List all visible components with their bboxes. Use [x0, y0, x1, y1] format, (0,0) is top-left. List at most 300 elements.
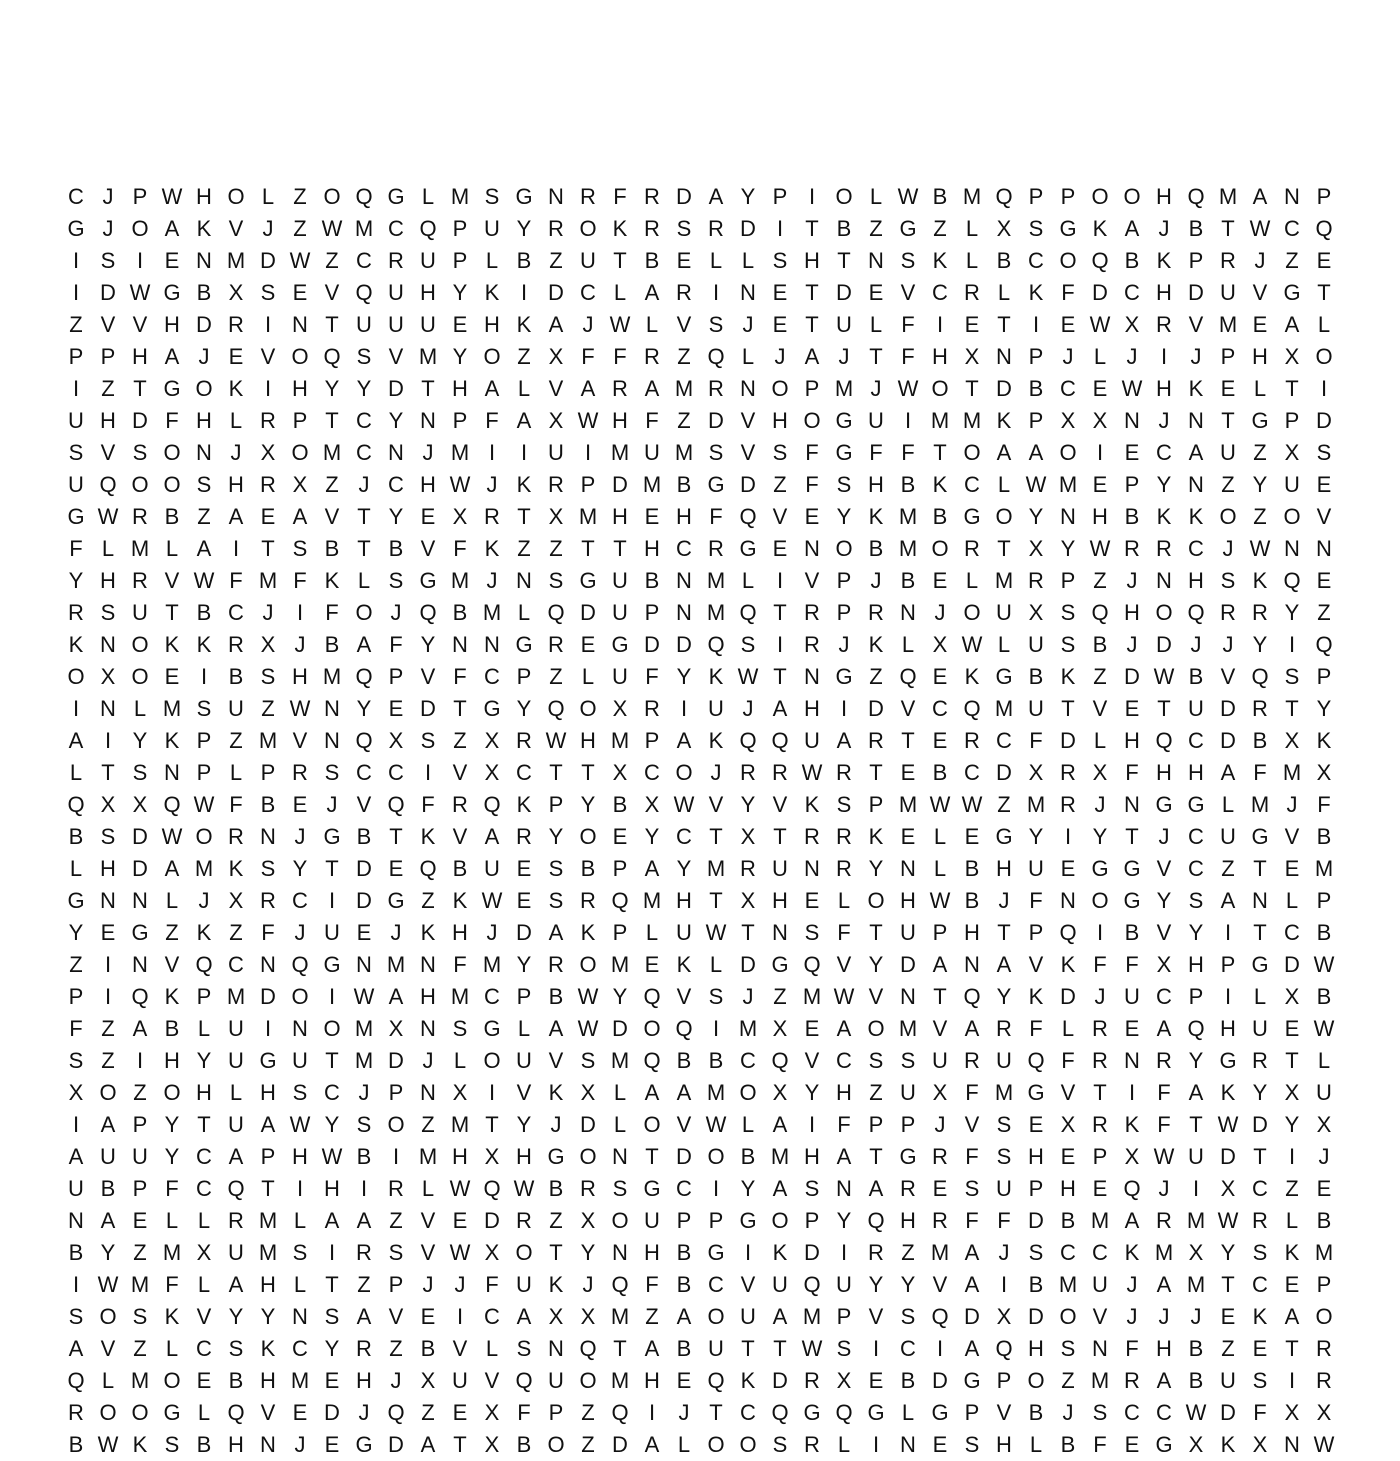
grid-letter[interactable]: A: [228, 504, 244, 529]
grid-letter[interactable]: Z: [869, 664, 883, 689]
grid-letter[interactable]: P: [900, 1112, 916, 1137]
grid-letter[interactable]: K: [260, 1336, 276, 1361]
grid-letter[interactable]: U: [996, 1048, 1012, 1073]
grid-letter[interactable]: W: [161, 824, 183, 849]
grid-letter[interactable]: U: [1188, 1144, 1204, 1169]
grid-letter[interactable]: A: [580, 376, 596, 401]
grid-letter[interactable]: H: [900, 1208, 916, 1233]
grid-letter[interactable]: M: [1250, 792, 1270, 817]
grid-letter[interactable]: J: [582, 1272, 594, 1297]
grid-letter[interactable]: R: [836, 760, 852, 785]
grid-letter[interactable]: F: [165, 1176, 179, 1201]
grid-letter[interactable]: I: [776, 568, 784, 593]
grid-letter[interactable]: Q: [707, 344, 725, 369]
grid-letter[interactable]: Q: [803, 1272, 821, 1297]
grid-letter[interactable]: H: [772, 888, 788, 913]
grid-letter[interactable]: C: [228, 600, 244, 625]
grid-letter[interactable]: J: [1286, 792, 1298, 817]
grid-letter[interactable]: Q: [355, 184, 373, 209]
grid-letter[interactable]: K: [516, 312, 532, 337]
grid-letter[interactable]: J: [294, 920, 306, 945]
grid-letter[interactable]: Y: [356, 376, 372, 401]
grid-letter[interactable]: D: [644, 632, 660, 657]
grid-letter[interactable]: A: [260, 1112, 276, 1137]
grid-letter[interactable]: A: [644, 376, 660, 401]
grid-letter[interactable]: M: [450, 440, 470, 465]
grid-letter[interactable]: K: [484, 536, 500, 561]
grid-letter[interactable]: I: [1288, 1368, 1296, 1393]
grid-letter[interactable]: R: [612, 376, 628, 401]
grid-letter[interactable]: B: [644, 568, 660, 593]
grid-letter[interactable]: Z: [325, 472, 339, 497]
grid-letter[interactable]: I: [328, 1240, 336, 1265]
grid-letter[interactable]: P: [964, 1400, 980, 1425]
grid-letter[interactable]: E: [932, 1176, 948, 1201]
grid-letter[interactable]: I: [712, 280, 720, 305]
grid-letter[interactable]: G: [355, 1432, 373, 1457]
grid-letter[interactable]: F: [1317, 792, 1331, 817]
grid-letter[interactable]: O: [291, 344, 309, 369]
grid-letter[interactable]: J: [1254, 248, 1266, 273]
grid-letter[interactable]: L: [1253, 984, 1267, 1009]
grid-letter[interactable]: Y: [324, 376, 340, 401]
grid-letter[interactable]: A: [548, 920, 564, 945]
grid-letter[interactable]: R: [132, 568, 148, 593]
grid-letter[interactable]: O: [1059, 1304, 1077, 1329]
grid-letter[interactable]: R: [772, 760, 788, 785]
grid-letter[interactable]: A: [164, 856, 180, 881]
grid-letter[interactable]: Z: [1285, 248, 1299, 273]
grid-letter[interactable]: N: [260, 952, 276, 977]
grid-letter[interactable]: B: [1316, 984, 1332, 1009]
grid-letter[interactable]: V: [324, 504, 340, 529]
grid-letter[interactable]: T: [1221, 1272, 1235, 1297]
grid-letter[interactable]: L: [197, 1016, 211, 1041]
grid-letter[interactable]: H: [804, 1144, 820, 1169]
grid-letter[interactable]: M: [706, 856, 726, 881]
grid-letter[interactable]: F: [645, 664, 659, 689]
grid-letter[interactable]: O: [131, 216, 149, 241]
grid-letter[interactable]: N: [1284, 1432, 1300, 1457]
grid-letter[interactable]: R: [1060, 760, 1076, 785]
grid-letter[interactable]: W: [449, 1240, 471, 1265]
grid-letter[interactable]: U: [1284, 472, 1300, 497]
grid-letter[interactable]: P: [292, 408, 308, 433]
grid-letter[interactable]: V: [164, 952, 180, 977]
grid-letter[interactable]: I: [104, 984, 112, 1009]
grid-letter[interactable]: G: [1251, 952, 1269, 977]
grid-letter[interactable]: R: [548, 632, 564, 657]
grid-letter[interactable]: Y: [676, 856, 692, 881]
grid-letter[interactable]: W: [705, 1112, 727, 1137]
grid-letter[interactable]: H: [644, 1240, 660, 1265]
grid-letter[interactable]: H: [132, 344, 148, 369]
grid-letter[interactable]: K: [932, 248, 948, 273]
grid-letter[interactable]: B: [1124, 248, 1140, 273]
grid-letter[interactable]: J: [678, 1400, 690, 1425]
grid-letter[interactable]: B: [964, 856, 980, 881]
grid-letter[interactable]: B: [676, 1272, 692, 1297]
grid-letter[interactable]: Y: [164, 1112, 180, 1137]
grid-letter[interactable]: P: [836, 600, 852, 625]
grid-letter[interactable]: C: [1092, 1240, 1108, 1265]
grid-letter[interactable]: S: [740, 632, 756, 657]
grid-letter[interactable]: E: [1060, 1144, 1076, 1169]
grid-letter[interactable]: B: [452, 856, 468, 881]
grid-letter[interactable]: H: [260, 1080, 276, 1105]
grid-letter[interactable]: S: [196, 472, 212, 497]
grid-letter[interactable]: L: [1317, 1048, 1331, 1073]
grid-letter[interactable]: T: [549, 760, 563, 785]
grid-letter[interactable]: V: [1092, 1304, 1108, 1329]
grid-letter[interactable]: G: [323, 824, 341, 849]
grid-letter[interactable]: D: [804, 1240, 820, 1265]
grid-letter[interactable]: P: [1060, 184, 1076, 209]
grid-letter[interactable]: Y: [900, 1272, 916, 1297]
grid-letter[interactable]: R: [580, 888, 596, 913]
grid-letter[interactable]: B: [1316, 824, 1332, 849]
grid-letter[interactable]: Q: [739, 504, 757, 529]
grid-letter[interactable]: O: [707, 1432, 725, 1457]
grid-letter[interactable]: L: [261, 184, 275, 209]
grid-letter[interactable]: K: [516, 792, 532, 817]
grid-letter[interactable]: B: [708, 1048, 724, 1073]
grid-letter[interactable]: G: [835, 408, 853, 433]
grid-letter[interactable]: B: [1252, 728, 1268, 753]
grid-letter[interactable]: V: [1060, 1080, 1076, 1105]
grid-letter[interactable]: F: [165, 408, 179, 433]
grid-letter[interactable]: B: [932, 504, 948, 529]
grid-letter[interactable]: Q: [387, 792, 405, 817]
grid-letter[interactable]: B: [932, 760, 948, 785]
grid-letter[interactable]: P: [772, 184, 788, 209]
grid-letter[interactable]: T: [1285, 1336, 1299, 1361]
grid-letter[interactable]: E: [324, 1368, 340, 1393]
grid-letter[interactable]: L: [677, 1432, 691, 1457]
grid-letter[interactable]: R: [388, 1176, 404, 1201]
grid-letter[interactable]: N: [324, 728, 340, 753]
grid-letter[interactable]: C: [1156, 440, 1172, 465]
grid-letter[interactable]: Q: [1187, 184, 1205, 209]
grid-letter[interactable]: U: [420, 248, 436, 273]
grid-letter[interactable]: P: [260, 760, 276, 785]
grid-letter[interactable]: M: [994, 568, 1014, 593]
grid-letter[interactable]: L: [933, 824, 947, 849]
grid-letter[interactable]: E: [292, 280, 308, 305]
grid-letter[interactable]: J: [422, 1272, 434, 1297]
grid-letter[interactable]: Z: [1317, 600, 1331, 625]
grid-letter[interactable]: D: [1124, 664, 1140, 689]
grid-letter[interactable]: H: [516, 1144, 532, 1169]
grid-letter[interactable]: N: [740, 280, 756, 305]
grid-letter[interactable]: K: [164, 1304, 180, 1329]
grid-letter[interactable]: D: [1028, 1208, 1044, 1233]
grid-letter[interactable]: R: [228, 1208, 244, 1233]
grid-letter[interactable]: S: [1060, 1336, 1076, 1361]
grid-letter[interactable]: R: [740, 760, 756, 785]
grid-letter[interactable]: D: [1220, 1400, 1236, 1425]
grid-letter[interactable]: O: [323, 1016, 341, 1041]
grid-letter[interactable]: F: [965, 1080, 979, 1105]
grid-letter[interactable]: M: [290, 1368, 310, 1393]
grid-letter[interactable]: B: [164, 504, 180, 529]
grid-letter[interactable]: Q: [419, 600, 437, 625]
grid-letter[interactable]: C: [1252, 1272, 1268, 1297]
grid-letter[interactable]: V: [132, 312, 148, 337]
grid-letter[interactable]: D: [132, 856, 148, 881]
grid-letter[interactable]: L: [965, 248, 979, 273]
grid-letter[interactable]: I: [776, 216, 784, 241]
grid-letter[interactable]: M: [258, 1208, 278, 1233]
grid-letter[interactable]: G: [707, 1240, 725, 1265]
grid-letter[interactable]: T: [613, 536, 627, 561]
grid-letter[interactable]: H: [1028, 1144, 1044, 1169]
grid-letter[interactable]: T: [805, 312, 819, 337]
grid-letter[interactable]: O: [963, 440, 981, 465]
grid-letter[interactable]: S: [964, 1176, 980, 1201]
grid-letter[interactable]: L: [613, 280, 627, 305]
grid-letter[interactable]: A: [356, 1208, 372, 1233]
grid-letter[interactable]: H: [228, 472, 244, 497]
grid-letter[interactable]: I: [264, 376, 272, 401]
grid-letter[interactable]: G: [1283, 280, 1301, 305]
grid-letter[interactable]: O: [195, 376, 213, 401]
grid-letter[interactable]: V: [996, 1400, 1012, 1425]
grid-letter[interactable]: I: [72, 376, 80, 401]
grid-letter[interactable]: U: [1220, 440, 1236, 465]
grid-letter[interactable]: J: [390, 920, 402, 945]
grid-letter[interactable]: O: [707, 1304, 725, 1329]
grid-letter[interactable]: J: [358, 1080, 370, 1105]
grid-letter[interactable]: Y: [68, 568, 84, 593]
grid-letter[interactable]: A: [644, 1432, 660, 1457]
grid-letter[interactable]: N: [100, 632, 116, 657]
grid-letter[interactable]: P: [1028, 1176, 1044, 1201]
grid-letter[interactable]: M: [258, 1240, 278, 1265]
grid-letter[interactable]: O: [579, 824, 597, 849]
grid-letter[interactable]: M: [1218, 312, 1238, 337]
grid-letter[interactable]: R: [132, 504, 148, 529]
grid-letter[interactable]: N: [196, 248, 212, 273]
grid-letter[interactable]: D: [1156, 632, 1172, 657]
grid-letter[interactable]: I: [200, 664, 208, 689]
grid-letter[interactable]: Q: [483, 1176, 501, 1201]
grid-letter[interactable]: C: [708, 1272, 724, 1297]
grid-letter[interactable]: Y: [260, 1304, 276, 1329]
grid-letter[interactable]: U: [356, 312, 372, 337]
grid-letter[interactable]: X: [484, 1432, 500, 1457]
grid-letter[interactable]: T: [741, 1336, 755, 1361]
grid-letter[interactable]: Y: [228, 1304, 244, 1329]
grid-letter[interactable]: Q: [1187, 1016, 1205, 1041]
grid-letter[interactable]: E: [164, 664, 180, 689]
grid-letter[interactable]: M: [898, 792, 918, 817]
grid-letter[interactable]: P: [548, 1400, 564, 1425]
grid-letter[interactable]: R: [292, 760, 308, 785]
grid-letter[interactable]: B: [1060, 1432, 1076, 1457]
grid-letter[interactable]: O: [739, 1432, 757, 1457]
grid-letter[interactable]: Q: [707, 632, 725, 657]
grid-letter[interactable]: C: [292, 888, 308, 913]
grid-letter[interactable]: M: [226, 984, 246, 1009]
grid-letter[interactable]: O: [835, 184, 853, 209]
grid-letter[interactable]: X: [1028, 600, 1044, 625]
grid-letter[interactable]: Q: [323, 344, 341, 369]
grid-letter[interactable]: N: [1092, 1336, 1108, 1361]
grid-letter[interactable]: K: [1156, 504, 1172, 529]
grid-letter[interactable]: K: [228, 376, 244, 401]
grid-letter[interactable]: Y: [1284, 1112, 1300, 1137]
grid-letter[interactable]: V: [100, 440, 116, 465]
grid-letter[interactable]: G: [483, 696, 501, 721]
grid-letter[interactable]: G: [387, 184, 405, 209]
grid-letter[interactable]: W: [1089, 536, 1111, 561]
grid-letter[interactable]: S: [1028, 216, 1044, 241]
grid-letter[interactable]: Y: [1028, 824, 1044, 849]
grid-letter[interactable]: E: [516, 888, 532, 913]
grid-letter[interactable]: W: [609, 312, 631, 337]
grid-letter[interactable]: P: [996, 1368, 1012, 1393]
grid-letter[interactable]: Y: [516, 216, 532, 241]
grid-letter[interactable]: D: [580, 1112, 596, 1137]
grid-letter[interactable]: B: [196, 1432, 212, 1457]
grid-letter[interactable]: A: [804, 344, 820, 369]
grid-letter[interactable]: X: [1220, 1176, 1236, 1201]
grid-letter[interactable]: G: [963, 1368, 981, 1393]
grid-letter[interactable]: O: [1219, 504, 1237, 529]
grid-letter[interactable]: P: [612, 920, 628, 945]
grid-letter[interactable]: I: [872, 1432, 880, 1457]
grid-letter[interactable]: I: [136, 248, 144, 273]
grid-letter[interactable]: E: [452, 312, 468, 337]
grid-letter[interactable]: C: [644, 760, 660, 785]
grid-letter[interactable]: E: [804, 888, 820, 913]
grid-letter[interactable]: T: [773, 1336, 787, 1361]
grid-letter[interactable]: Z: [165, 920, 179, 945]
grid-letter[interactable]: V: [1092, 696, 1108, 721]
grid-letter[interactable]: E: [388, 696, 404, 721]
grid-letter[interactable]: Z: [69, 952, 83, 977]
grid-letter[interactable]: U: [1028, 696, 1044, 721]
grid-letter[interactable]: H: [996, 1432, 1012, 1457]
grid-letter[interactable]: O: [1123, 184, 1141, 209]
grid-letter[interactable]: X: [836, 1368, 852, 1393]
grid-letter[interactable]: N: [1252, 888, 1268, 913]
grid-letter[interactable]: S: [292, 536, 308, 561]
grid-letter[interactable]: E: [644, 504, 660, 529]
grid-letter[interactable]: Z: [421, 888, 435, 913]
grid-letter[interactable]: Z: [901, 1240, 915, 1265]
grid-letter[interactable]: D: [420, 696, 436, 721]
grid-letter[interactable]: S: [548, 888, 564, 913]
grid-letter[interactable]: E: [516, 856, 532, 881]
grid-letter[interactable]: P: [452, 408, 468, 433]
grid-letter[interactable]: H: [1188, 760, 1204, 785]
grid-letter[interactable]: R: [260, 888, 276, 913]
grid-letter[interactable]: A: [420, 1432, 436, 1457]
grid-letter[interactable]: J: [454, 1272, 466, 1297]
grid-letter[interactable]: F: [485, 1272, 499, 1297]
grid-letter[interactable]: X: [484, 1240, 500, 1265]
grid-letter[interactable]: Y: [452, 344, 468, 369]
grid-letter[interactable]: P: [836, 568, 852, 593]
grid-letter[interactable]: M: [354, 1048, 374, 1073]
grid-letter[interactable]: C: [356, 440, 372, 465]
grid-letter[interactable]: P: [516, 984, 532, 1009]
grid-letter[interactable]: M: [898, 536, 918, 561]
grid-letter[interactable]: O: [931, 376, 949, 401]
grid-letter[interactable]: C: [484, 984, 500, 1009]
grid-letter[interactable]: R: [548, 472, 564, 497]
grid-letter[interactable]: P: [548, 792, 564, 817]
grid-letter[interactable]: S: [356, 344, 372, 369]
grid-letter[interactable]: T: [869, 344, 883, 369]
grid-letter[interactable]: L: [517, 376, 531, 401]
grid-letter[interactable]: N: [548, 184, 564, 209]
grid-letter[interactable]: P: [100, 344, 116, 369]
grid-letter[interactable]: Y: [164, 1144, 180, 1169]
grid-letter[interactable]: Y: [388, 504, 404, 529]
grid-letter[interactable]: A: [868, 1176, 884, 1201]
grid-letter[interactable]: H: [772, 408, 788, 433]
grid-letter[interactable]: F: [293, 568, 307, 593]
grid-letter[interactable]: O: [707, 1144, 725, 1169]
grid-letter[interactable]: T: [1221, 408, 1235, 433]
grid-letter[interactable]: N: [452, 632, 468, 657]
grid-letter[interactable]: T: [933, 984, 947, 1009]
grid-letter[interactable]: H: [1156, 760, 1172, 785]
grid-letter[interactable]: B: [1060, 1208, 1076, 1233]
grid-letter[interactable]: K: [1156, 248, 1172, 273]
grid-letter[interactable]: B: [196, 280, 212, 305]
grid-letter[interactable]: I: [712, 1016, 720, 1041]
grid-letter[interactable]: L: [709, 952, 723, 977]
grid-letter[interactable]: T: [581, 536, 595, 561]
grid-letter[interactable]: Y: [1092, 824, 1108, 849]
grid-letter[interactable]: N: [68, 1208, 84, 1233]
grid-letter[interactable]: R: [1316, 1336, 1332, 1361]
grid-letter[interactable]: J: [1222, 632, 1234, 657]
grid-letter[interactable]: H: [580, 728, 596, 753]
grid-letter[interactable]: J: [1062, 1400, 1074, 1425]
grid-letter[interactable]: N: [100, 696, 116, 721]
grid-letter[interactable]: C: [964, 760, 980, 785]
grid-letter[interactable]: J: [198, 344, 210, 369]
grid-letter[interactable]: B: [900, 1368, 916, 1393]
grid-letter[interactable]: F: [965, 1144, 979, 1169]
grid-letter[interactable]: U: [932, 1048, 948, 1073]
grid-letter[interactable]: Z: [197, 504, 211, 529]
grid-letter[interactable]: H: [1252, 344, 1268, 369]
grid-letter[interactable]: U: [68, 472, 84, 497]
grid-letter[interactable]: L: [1285, 888, 1299, 913]
grid-letter[interactable]: J: [102, 216, 114, 241]
grid-letter[interactable]: U: [612, 568, 628, 593]
grid-letter[interactable]: I: [136, 1048, 144, 1073]
grid-letter[interactable]: T: [709, 888, 723, 913]
grid-letter[interactable]: Y: [68, 920, 84, 945]
grid-letter[interactable]: U: [772, 856, 788, 881]
grid-letter[interactable]: F: [1125, 760, 1139, 785]
grid-letter[interactable]: G: [931, 1400, 949, 1425]
grid-letter[interactable]: O: [99, 1304, 117, 1329]
grid-letter[interactable]: W: [1217, 1112, 1239, 1137]
grid-letter[interactable]: L: [1285, 1208, 1299, 1233]
grid-letter[interactable]: O: [1027, 1368, 1045, 1393]
grid-letter[interactable]: D: [676, 184, 692, 209]
grid-letter[interactable]: C: [356, 248, 372, 273]
grid-letter[interactable]: L: [517, 1016, 531, 1041]
